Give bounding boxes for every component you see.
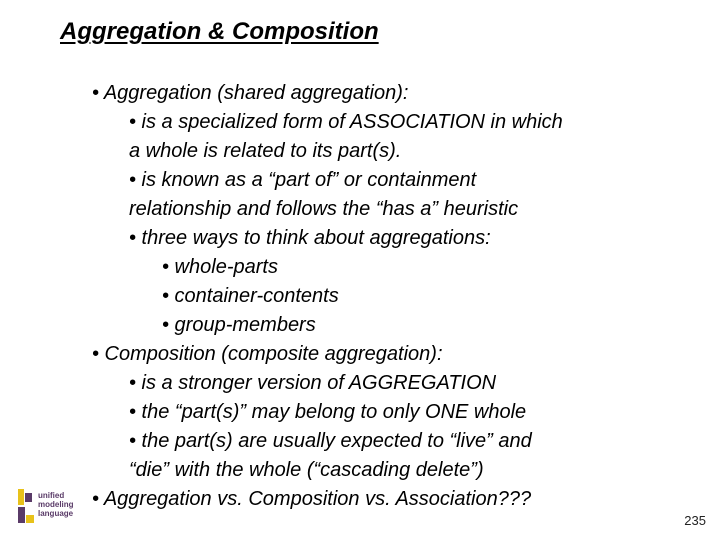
bullet-group-members: • group-members <box>162 314 316 336</box>
uml-logo-text <box>38 491 74 518</box>
bullet-aggregation-definition-cont: a whole is related to its part(s). <box>129 140 402 162</box>
uml-logo-mark-icon <box>16 487 36 525</box>
bullet-whole-parts: • whole-parts <box>162 256 278 278</box>
logo-line-language: language <box>38 509 74 518</box>
bullet-composition-stronger: • is a stronger version of AGGREGATION <box>129 372 497 394</box>
bullet-container-contents: • container-contents <box>162 285 339 307</box>
bullet-aggregation-three-ways: • three ways to think about aggregations: <box>129 227 491 249</box>
bullet-aggregation-part-of-cont: relationship and follows the “has a” heuristic <box>129 198 519 220</box>
page-number: 235 <box>684 513 706 528</box>
bullet-aggregation-part-of: • is known as a “part of” or containment <box>129 169 477 191</box>
logo-line-unified: unified <box>38 491 65 500</box>
uml-logo <box>16 487 88 525</box>
slide-title: Aggregation & Composition <box>60 18 379 45</box>
bullet-composition-heading: • Composition (composite aggregation): <box>92 343 443 365</box>
logo-line-modeling: modeling <box>38 500 74 509</box>
bullet-aggregation-heading: • Aggregation (shared aggregation): <box>92 82 409 104</box>
bullet-comparison-question: • Aggregation vs. Composition vs. Association??? <box>92 488 532 510</box>
bullet-aggregation-definition: • is a specialized form of ASSOCIATION in which <box>129 111 563 133</box>
bullet-composition-live-die: • the part(s) are usually expected to “live” and <box>129 430 532 452</box>
bullet-composition-live-die-cont: “die” with the whole (“cascading delete”) <box>129 459 484 481</box>
bullet-composition-one-whole: • the “part(s)” may belong to only ONE whole <box>129 401 527 423</box>
